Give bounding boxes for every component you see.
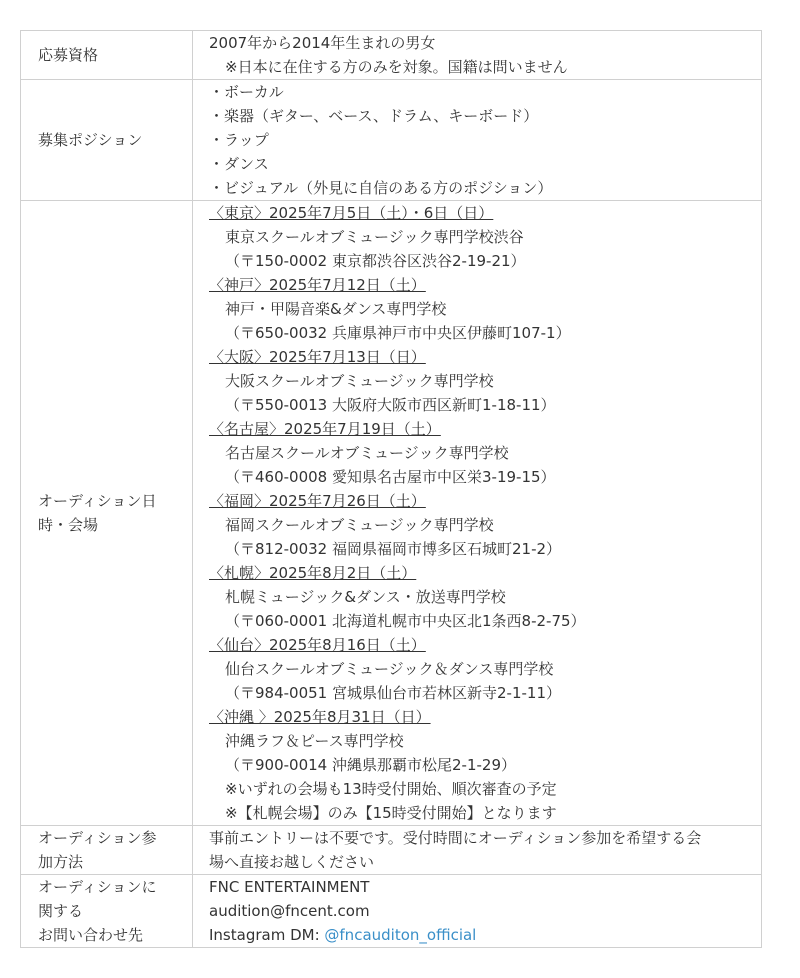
schedule-value	[193, 201, 762, 826]
method-value	[193, 826, 762, 875]
contact-label-line: オーディションに	[38, 878, 157, 896]
venue-name: 東京スクールオブミュージック専門学校渋谷	[225, 228, 524, 246]
method-label	[21, 826, 193, 875]
venue-heading-okinawa: 〈沖縄 〉2025年8月31日（日）	[209, 708, 431, 726]
method-text-line: 場へ直接お越しください	[209, 853, 375, 871]
venue-address: （〒984-0051 宮城県仙台市若林区新寺2-1-11）	[225, 684, 561, 702]
contact-company: FNC ENTERTAINMENT	[209, 878, 370, 896]
method-label-line: 加方法	[38, 853, 84, 871]
table-row	[21, 875, 762, 948]
venue-address: （〒900-0014 沖縄県那覇市松尾2-1-29）	[225, 756, 516, 774]
table-row	[21, 31, 762, 80]
eligibility-value	[193, 31, 762, 80]
venue-name: 仙台スクールオブミュージック＆ダンス専門学校	[225, 660, 554, 678]
eligibility-note: ※日本に在住する方のみを対象。国籍は問いません	[225, 58, 568, 76]
venue-heading-nagoya: 〈名古屋〉2025年7月19日（土）	[209, 420, 441, 438]
schedule-note: ※いずれの会場も13時受付開始、順次審査の予定	[225, 780, 557, 798]
contact-label-line: お問い合わせ先	[38, 926, 144, 944]
venue-name: 沖縄ラフ＆ピース専門学校	[225, 732, 404, 750]
contact-label	[21, 875, 193, 948]
contact-value	[193, 875, 762, 948]
contact-instagram	[209, 923, 751, 947]
schedule-note: ※【札幌会場】のみ【15時受付開始】となります	[225, 804, 557, 822]
table-row	[21, 826, 762, 875]
venue-address: （〒060-0001 北海道札幌市中央区北1条西8-2-75）	[225, 612, 586, 630]
position-item: ・ビジュアル（外見に自信のある方のポジション）	[209, 179, 553, 197]
table-row	[21, 201, 762, 826]
venue-heading-sendai: 〈仙台〉2025年8月16日（土）	[209, 636, 426, 654]
schedule-label-line: オーディション日	[38, 492, 157, 510]
contact-label-line: 関する	[38, 902, 84, 920]
venue-address: （〒150-0002 東京都渋谷区渋谷2-19-21）	[225, 252, 526, 270]
instagram-link[interactable]: @fncauditon_official	[324, 926, 477, 944]
venue-address: （〒812-0032 福岡県福岡市博多区石城町21-2）	[225, 540, 562, 558]
table-row	[21, 80, 762, 201]
audition-info-table	[20, 30, 762, 948]
schedule-label-line: 時・会場	[38, 516, 99, 534]
venue-heading-kobe: 〈神戸〉2025年7月12日（土）	[209, 276, 426, 294]
venue-name: 大阪スクールオブミュージック専門学校	[225, 372, 494, 390]
eligibility-label: 応募資格	[21, 31, 193, 80]
venue-heading-fukuoka: 〈福岡〉2025年7月26日（土）	[209, 492, 426, 510]
position-item: ・ボーカル	[209, 83, 284, 101]
contact-email: audition@fncent.com	[209, 902, 370, 920]
schedule-label	[21, 201, 193, 826]
venue-heading-tokyo: 〈東京〉2025年7月5日（土）・6日（日）	[209, 204, 494, 222]
venue-heading-osaka: 〈大阪〉2025年7月13日（日）	[209, 348, 426, 366]
eligibility-line: 2007年から2014年生まれの男女	[209, 34, 436, 52]
venue-name: 札幌ミュージック&ダンス・放送専門学校	[225, 588, 506, 606]
venue-name: 名古屋スクールオブミュージック専門学校	[225, 444, 509, 462]
venue-address: （〒460-0008 愛知県名古屋市中区栄3-19-15）	[225, 468, 556, 486]
venue-address: （〒550-0013 大阪府大阪市西区新町1-18-11）	[225, 396, 556, 414]
positions-value	[193, 80, 762, 201]
venue-heading-sapporo: 〈札幌〉2025年8月2日（土）	[209, 564, 417, 582]
method-label-line: オーディション参	[38, 829, 157, 847]
position-item: ・ラップ	[209, 131, 269, 149]
position-item: ・楽器（ギター、ベース、ドラム、キーボード）	[209, 107, 539, 125]
position-item: ・ダンス	[209, 155, 269, 173]
instagram-prefix: Instagram DM:	[209, 926, 325, 944]
venue-address: （〒650-0032 兵庫県神戸市中央区伊藤町107-1）	[225, 324, 571, 342]
method-text-line: 事前エントリーは不要です。受付時間にオーディション参加を希望する会	[209, 829, 702, 847]
positions-label: 募集ポジション	[21, 80, 193, 201]
venue-name: 神戸・甲陽音楽&ダンス専門学校	[225, 300, 447, 318]
venue-name: 福岡スクールオブミュージック専門学校	[225, 516, 494, 534]
